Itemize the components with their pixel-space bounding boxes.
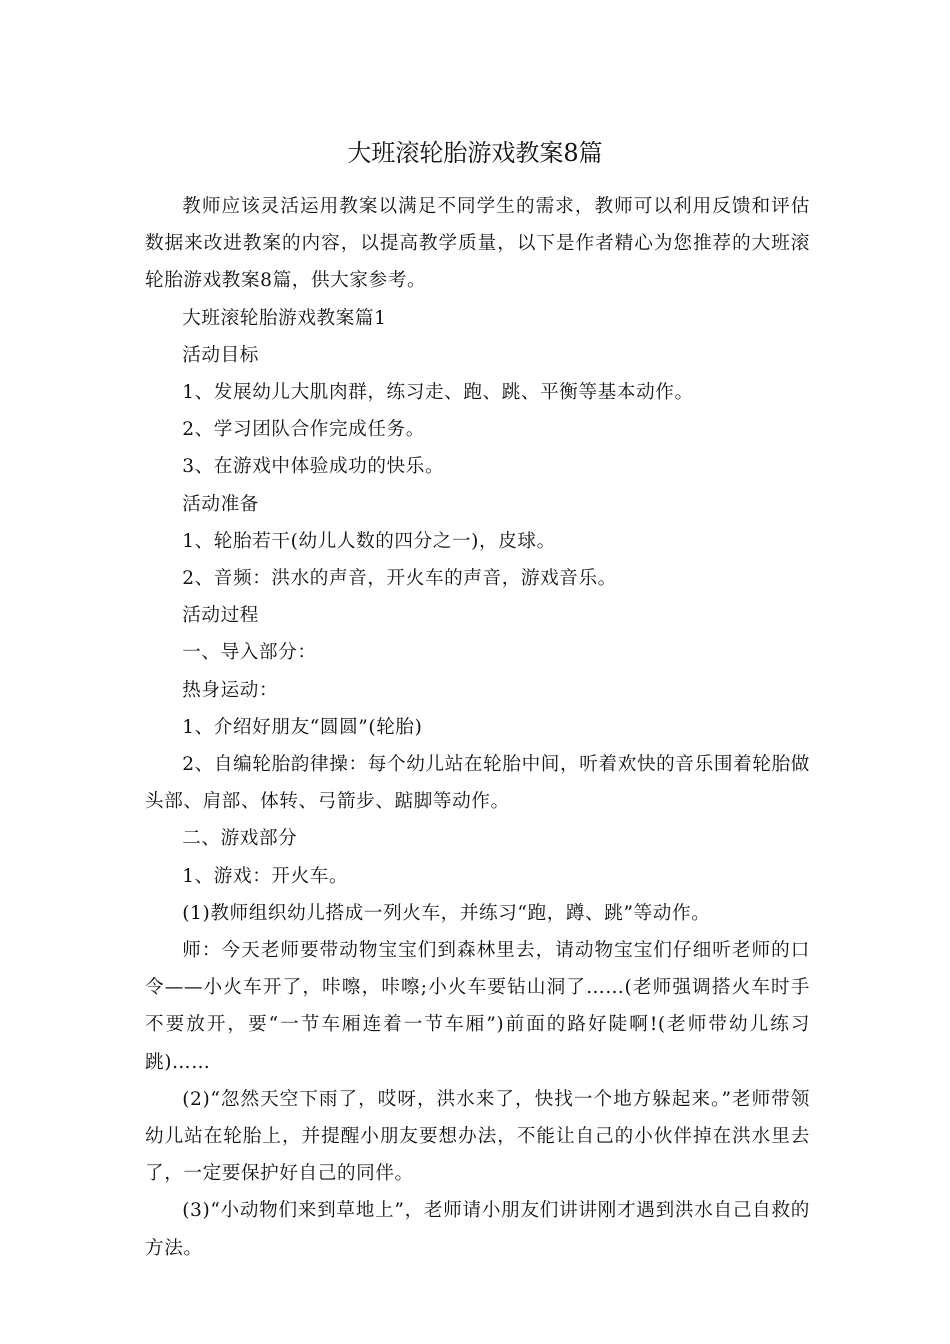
- subheading-preparation: 活动准备: [182, 493, 259, 515]
- preparation-item: 1、轮胎若干(幼儿人数的四分之一)，皮球。: [182, 530, 556, 552]
- process-item: 1、介绍好朋友“圆圆”(轮胎): [182, 716, 423, 738]
- intro-paragraph: 教师应该灵活运用教案以满足不同学生的需求，教师可以利用反馈和评估数据来改进教案的内容，以提高教学质量，以下是作者精心为您推荐的大班滚轮胎游戏教案8篇，供大家参考。: [145, 196, 810, 292]
- preparation-item: 2、音频：洪水的声音，开火车的声音，游戏音乐。: [182, 568, 617, 590]
- process-part-heading: 一、导入部分：: [182, 642, 317, 664]
- subheading-goals: 活动目标: [182, 344, 259, 366]
- process-item: (1)教师组织幼儿搭成一列火车，并练习“跑，蹲、跳”等动作。: [182, 902, 711, 924]
- process-subheading: 热身运动：: [182, 679, 279, 701]
- process-item: (3)“小动物们来到草地上”，老师请小朋友们讲讲刚才遇到洪水自己自救的方法。: [145, 1200, 810, 1259]
- section-heading: 大班滚轮胎游戏教案篇1: [182, 307, 387, 329]
- process-item: 2、自编轮胎韵律操：每个幼儿站在轮胎中间，听着欢快的音乐围着轮胎做头部、肩部、体转、弓箭步、踮脚等动作。: [145, 754, 810, 813]
- document-body: [145, 188, 810, 1267]
- document-title: 大班滚轮胎游戏教案8篇: [347, 139, 603, 167]
- process-item: 1、游戏：开火车。: [182, 865, 349, 887]
- process-item: (2)“忽然天空下雨了，哎呀，洪水来了，快找一个地方躲起来。”老师带领幼儿站在轮胎上，并提醒小朋友要想办法，不能让自己的小伙伴掉在洪水里去了，一定要保护好自己的同伴。: [145, 1088, 810, 1185]
- process-part-heading: 二、游戏部分: [182, 828, 298, 850]
- goal-item: 1、发展幼儿大肌肉群，练习走、跑、跳、平衡等基本动作。: [182, 382, 694, 404]
- subheading-process: 活动过程: [182, 605, 259, 627]
- goal-item: 2、学习团队合作完成任务。: [182, 419, 425, 441]
- goal-item: 3、在游戏中体验成功的快乐。: [182, 456, 445, 478]
- process-item: 师：今天老师要带动物宝宝们到森林里去，请动物宝宝们仔细听老师的口令——小火车开了，咔嚓，咔嚓;小火车要钻山洞了……(老师强调搭火车时手不要放开，要“一节车厢连着一节车厢”)前面的路好陡啊!(老师带幼儿练习跳)……: [145, 940, 810, 1073]
